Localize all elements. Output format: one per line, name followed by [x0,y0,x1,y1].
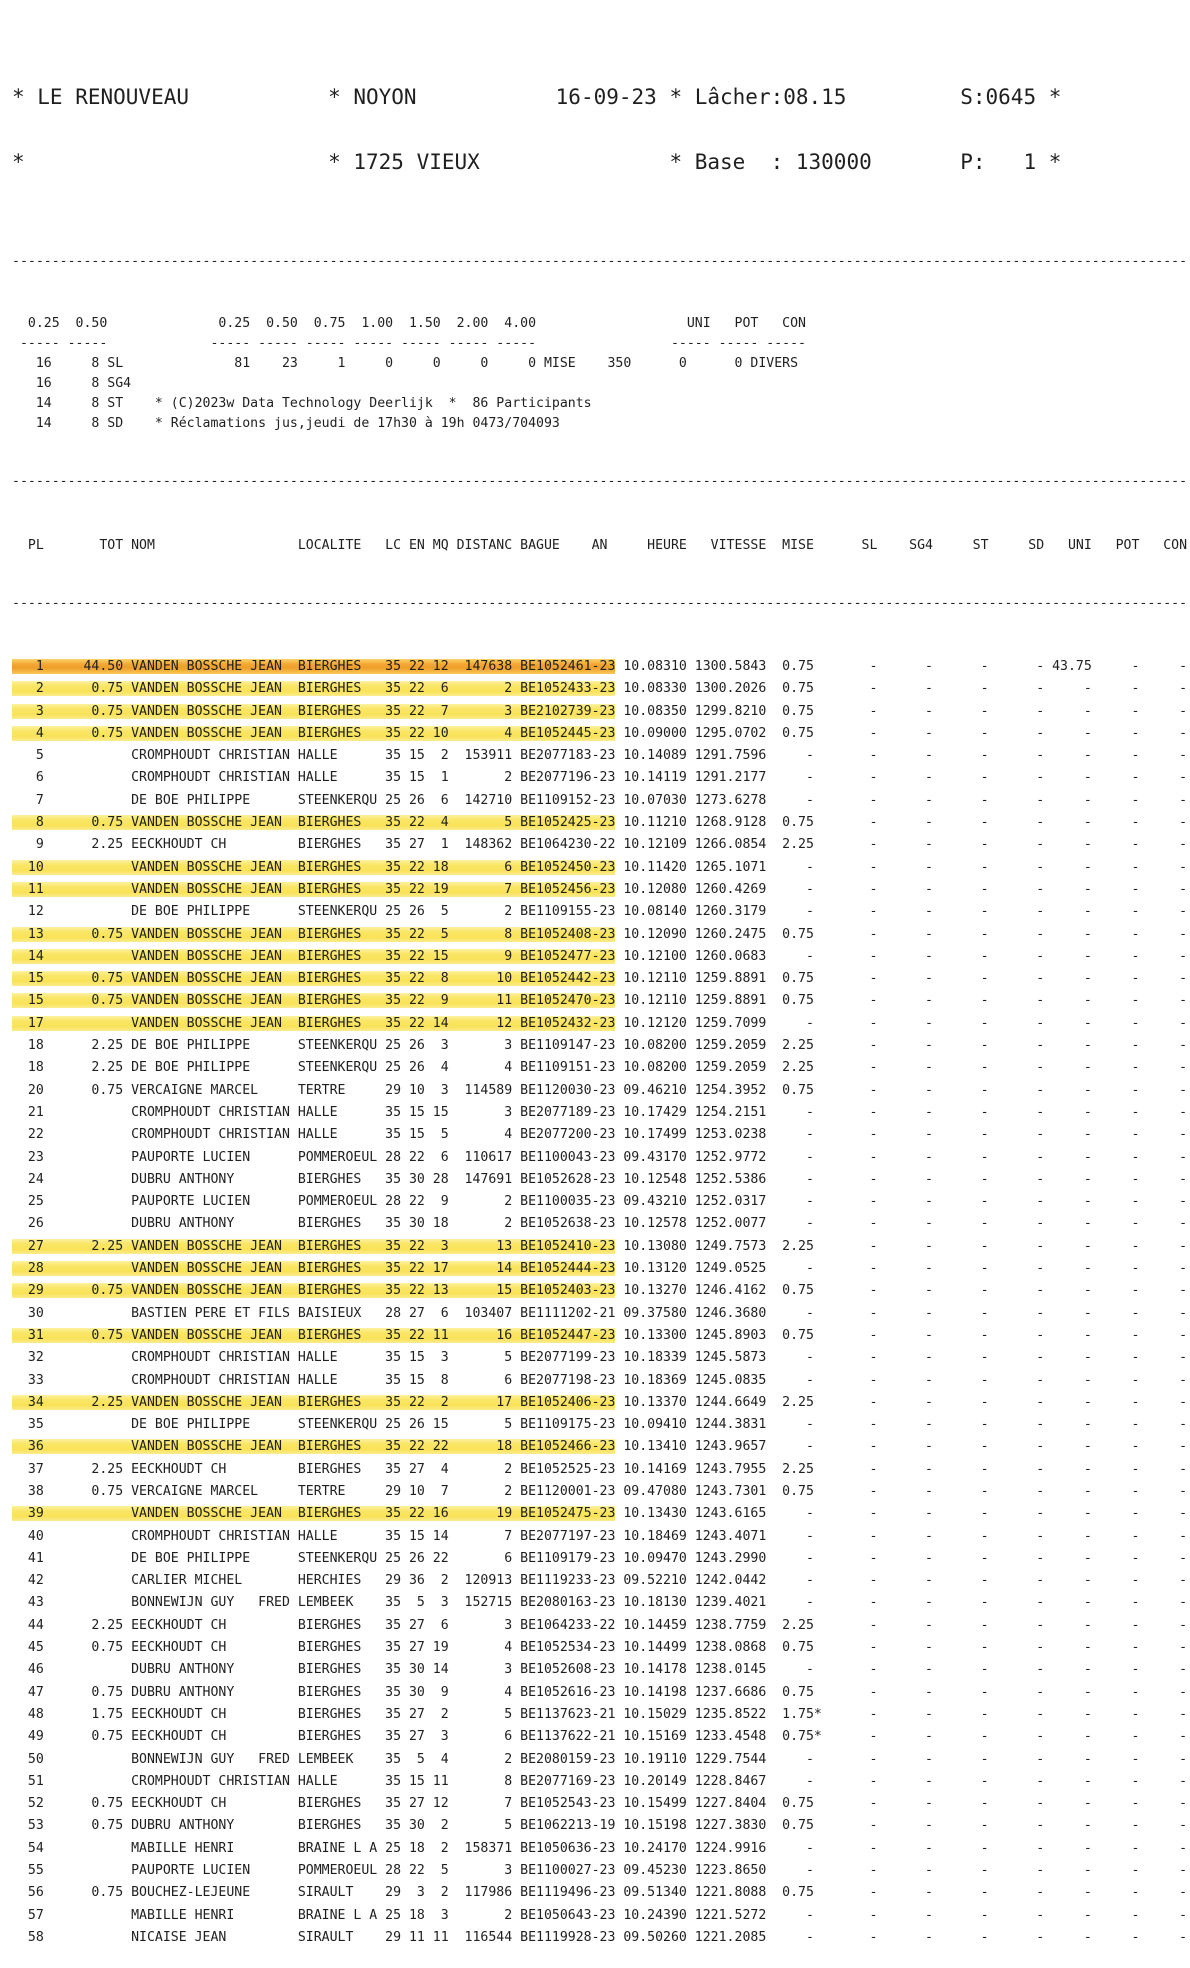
table-row: 6 CROMPHOUDT CHRISTIAN HALLE 35 15 1 2 BE2077196-23 10.14119 1291.2177 - - - - - - - - [12,770,1188,786]
table-row: 20 0.75 VERCAIGNE MARCEL TERTRE 29 10 3 114589 BE1120030-23 09.46210 1254.3952 0.75 - - - - - - - [12,1082,1188,1098]
table-row: 42 CARLIER MICHEL HERCHIES 29 36 2 120913 BE1119233-23 09.52210 1242.0442 - - - - - - - - [12,1573,1188,1589]
row-highlight-yellow: 28 VANDEN BOSSCHE JEAN BIERGHES 35 22 17 14 BE1052444-23 [12,1261,616,1277]
table-row [12,1258,1190,1280]
stakes-block [12,314,1190,434]
row-highlight-yellow: 36 VANDEN BOSSCHE JEAN BIERGHES 35 22 22 18 BE1052466-23 [12,1439,616,1455]
table-row: 18 2.25 DE BOE PHILIPPE STEENKERQU 25 26 3 3 BE1109147-23 10.08200 1259.2059 2.25 - - - - - - - [12,1038,1188,1054]
table-row: 24 DUBRU ANTHONY BIERGHES 35 30 28 147691 BE1052628-23 10.12548 1252.5386 - - - - - - - - [12,1171,1188,1187]
row-highlight-yellow: 15 0.75 VANDEN BOSSCHE JEAN BIERGHES 35 22 8 10 BE1052442-23 [12,971,616,987]
table-row: 25 PAUPORTE LUCIEN POMMEROEUL 28 22 9 2 BE1100035-23 09.43210 1252.0317 - - - - - - - - [12,1194,1188,1210]
row-highlight-yellow: 17 VANDEN BOSSCHE JEAN BIERGHES 35 22 14 12 BE1052432-23 [12,1015,616,1031]
row-right-columns: 10.12110 1259.8891 0.75 - - - - - - - [615,993,1188,1009]
row-right-columns: 10.11210 1268.9128 0.75 - - - - - - - [615,815,1188,831]
stakes-underline: ----- ----- ----- ----- ----- ----- ----- ----- ----- ----- ----- ----- [12,336,806,351]
table-row: 53 0.75 DUBRU ANTHONY BIERGHES 35 30 2 5 BE1062213-19 10.15198 1227.3830 0.75 - - - - - - - [12,1818,1188,1834]
row-right-columns: 10.09000 1295.0702 0.75 - - - - - - - [615,725,1188,741]
table-row: 51 CROMPHOUDT CHRISTIAN HALLE 35 15 11 8 BE2077169-23 10.20149 1228.8467 - - - - - - - - [12,1773,1188,1789]
row-highlight-yellow: 10 VANDEN BOSSCHE JEAN BIERGHES 35 22 18 6 BE1052450-23 [12,859,616,875]
row-right-columns: 10.12100 1260.0683 - - - - - - - - [615,948,1188,964]
table-row: 49 0.75 EECKHOUDT CH BIERGHES 35 27 3 6 BE1137622-21 10.15169 1233.4548 0.75* - - - - - - - [12,1729,1188,1745]
table-row [12,812,1190,834]
table-row: 41 DE BOE PHILIPPE STEENKERQU 25 26 22 6 BE1109179-23 10.09470 1243.2990 - - - - - - - - [12,1550,1188,1566]
table-row: 45 0.75 EECKHOUDT CH BIERGHES 35 27 19 4 BE1052534-23 10.14499 1238.0868 0.75 - - - - - - - [12,1640,1188,1656]
row-right-columns: 10.08350 1299.8210 0.75 - - - - - - - [615,703,1188,719]
table-row: 7 DE BOE PHILIPPE STEENKERQU 25 26 6 142710 BE1109152-23 10.07030 1273.6278 - - - - - - - - [12,792,1188,808]
row-highlight-yellow: 29 0.75 VANDEN BOSSCHE JEAN BIERGHES 35 22 13 15 BE1052403-23 [12,1283,616,1299]
table-row [12,1325,1190,1347]
row-right-columns: 10.13300 1245.8903 0.75 - - - - - - - [615,1327,1188,1343]
row-highlight-yellow: 8 0.75 VANDEN BOSSCHE JEAN BIERGHES 35 22 4 5 BE1052425-23 [12,815,616,831]
row-right-columns: 10.08330 1300.2026 0.75 - - - - - - - [615,681,1188,697]
table-row: 35 DE BOE PHILIPPE STEENKERQU 25 26 15 5 BE1109175-23 10.09410 1244.3831 - - - - - - - - [12,1417,1188,1433]
table-row: 54 MABILLE HENRI BRAINE L A 25 18 2 158371 BE1050636-23 10.24170 1224.9916 - - - - - - - - [12,1840,1188,1856]
table-row [12,1280,1190,1302]
table-row: 22 CROMPHOUDT CHRISTIAN HALLE 35 15 5 4 BE2077200-23 10.17499 1253.0238 - - - - - - - - [12,1127,1188,1143]
results-table [12,656,1190,1949]
table-row: 44 2.25 EECKHOUDT CH BIERGHES 35 27 6 3 BE1064233-22 10.14459 1238.7759 2.25 - - - - - - - [12,1617,1188,1633]
separator: ---------------------------------------------------------------------------------------------------------------------------------------------------- [12,596,1188,611]
table-row [12,857,1190,879]
table-row: 46 DUBRU ANTHONY BIERGHES 35 30 14 3 BE1052608-23 10.14178 1238.0145 - - - - - - - - [12,1662,1188,1678]
stakes-row-st: 14 8 ST * (C)2023w Data Technology Deerlijk * 86 Participants [12,396,592,411]
separator: ---------------------------------------------------------------------------------------------------------------------------------------------------- [12,254,1188,269]
table-row: 57 MABILLE HENRI BRAINE L A 25 18 3 2 BE1050643-23 10.24390 1221.5272 - - - - - - - - [12,1907,1188,1923]
table-row [12,924,1190,946]
row-right-columns: 10.12110 1259.8891 0.75 - - - - - - - [615,971,1188,987]
row-highlight-yellow: 14 VANDEN BOSSCHE JEAN BIERGHES 35 22 15 9 BE1052477-23 [12,948,616,964]
row-right-columns: 10.13430 1243.6165 - - - - - - - - [615,1506,1188,1522]
row-highlight-yellow: 4 0.75 VANDEN BOSSCHE JEAN BIERGHES 35 22 10 4 BE1052445-23 [12,725,616,741]
row-highlight-yellow: 2 0.75 VANDEN BOSSCHE JEAN BIERGHES 35 22 6 2 BE1052433-23 [12,681,616,697]
stakes-row-sg4: 16 8 SG4 [12,376,132,391]
row-highlight-yellow: 39 VANDEN BOSSCHE JEAN BIERGHES 35 22 16 19 BE1052475-23 [12,1506,616,1522]
row-highlight-orange: 1 44.50 VANDEN BOSSCHE JEAN BIERGHES 35 22 12 147638 BE1052461-23 [12,659,616,674]
stakes-labels: 0.25 0.50 0.25 0.50 0.75 1.00 1.50 2.00 4.00 UNI POT CON [12,316,806,331]
row-highlight-yellow: 15 0.75 VANDEN BOSSCHE JEAN BIERGHES 35 22 9 11 BE1052470-23 [12,993,616,1009]
table-row: 40 CROMPHOUDT CHRISTIAN HALLE 35 15 14 7 BE2077197-23 10.18469 1243.4071 - - - - - - - - [12,1528,1188,1544]
table-row: 23 PAUPORTE LUCIEN POMMEROEUL 28 22 6 110617 BE1100043-23 09.43170 1252.9772 - - - - - - - - [12,1149,1188,1165]
row-right-columns: 10.13370 1244.6649 2.25 - - - - - - - [615,1394,1188,1410]
results-column-header: PL TOT NOM LOCALITE LC EN MQ DISTANC BAGUE AN HEURE VITESSE MISE SL SG4 ST SD UNI POT CON [12,538,1188,553]
row-right-columns: 10.12120 1259.7099 - - - - - - - - [615,1015,1188,1031]
row-right-columns: 10.11420 1265.1071 - - - - - - - - [615,859,1188,875]
table-row: 48 1.75 EECKHOUDT CH BIERGHES 35 27 2 5 BE1137623-21 10.15029 1235.8522 1.75* - - - - - - - [12,1706,1188,1722]
row-right-columns: 10.12090 1260.2475 0.75 - - - - - - - [615,926,1188,942]
table-row: 50 BONNEWIJN GUY FRED LEMBEEK 35 5 4 2 BE2080159-23 10.19110 1229.7544 - - - - - - - - [12,1751,1188,1767]
separator: ---------------------------------------------------------------------------------------------------------------------------------------------------- [12,474,1188,489]
masthead-line-2: * * 1725 VIEUX * Base : 130000 P: 1 * [12,150,1062,174]
table-row: 30 BASTIEN PERE ET FILS BAISIEUX 28 27 6 103407 BE1111202-21 09.37580 1246.3680 - - - - - - - - [12,1305,1188,1321]
table-row [12,1236,1190,1258]
table-row: 56 0.75 BOUCHEZ-LEJEUNE SIRAULT 29 3 2 117986 BE1119496-23 09.51340 1221.8088 0.75 - - - - - - - [12,1885,1188,1901]
row-highlight-yellow: 27 2.25 VANDEN BOSSCHE JEAN BIERGHES 35 22 3 13 BE1052410-23 [12,1238,616,1254]
table-row [12,1436,1190,1458]
table-row [12,879,1190,901]
table-row [12,701,1190,723]
table-row: 21 CROMPHOUDT CHRISTIAN HALLE 35 15 15 3 BE2077189-23 10.17429 1254.2151 - - - - - - - - [12,1104,1188,1120]
table-row [12,723,1190,745]
row-right-columns: 10.08310 1300.5843 0.75 - - - - 43.75 - - [615,659,1188,674]
table-row: 32 CROMPHOUDT CHRISTIAN HALLE 35 15 3 5 BE2077199-23 10.18339 1245.5873 - - - - - - - - [12,1350,1188,1366]
masthead-line-1: * LE RENOUVEAU * NOYON 16-09-23 * Lâcher:08.15 S:0645 * [12,85,1062,109]
stakes-row-sd: 14 8 SD * Réclamations jus,jeudi de 17h30 à 19h 0473/704093 [12,416,560,431]
table-row [12,1013,1190,1035]
table-row: 58 NICAISE JEAN SIRAULT 29 11 11 116544 BE1119928-23 09.50260 1221.2085 - - - - - - - - [12,1929,1188,1945]
table-row [12,1503,1190,1525]
table-row: 12 DE BOE PHILIPPE STEENKERQU 25 26 5 2 BE1109155-23 10.08140 1260.3179 - - - - - - - - [12,904,1188,920]
row-highlight-yellow: 3 0.75 VANDEN BOSSCHE JEAN BIERGHES 35 22 7 3 BE2102739-23 [12,703,616,719]
table-row [12,1392,1190,1414]
table-row [12,946,1190,968]
row-highlight-yellow: 13 0.75 VANDEN BOSSCHE JEAN BIERGHES 35 22 5 8 BE1052408-23 [12,926,616,942]
table-row: 18 2.25 DE BOE PHILIPPE STEENKERQU 25 26 4 4 BE1109151-23 10.08200 1259.2059 2.25 - - - - - - - [12,1060,1188,1076]
table-row [12,656,1190,678]
table-row: 52 0.75 EECKHOUDT CH BIERGHES 35 27 12 7 BE1052543-23 10.15499 1227.8404 0.75 - - - - - - - [12,1796,1188,1812]
row-right-columns: 10.13120 1249.0525 - - - - - - - - [615,1261,1188,1277]
table-row: 47 0.75 DUBRU ANTHONY BIERGHES 35 30 9 4 BE1052616-23 10.14198 1237.6686 0.75 - - - - - - - [12,1684,1188,1700]
table-row: 55 PAUPORTE LUCIEN POMMEROEUL 28 22 5 3 BE1100027-23 09.45230 1223.8650 - - - - - - - - [12,1863,1188,1879]
table-row: 5 CROMPHOUDT CHRISTIAN HALLE 35 15 2 153911 BE2077183-23 10.14089 1291.7596 - - - - - - - - [12,748,1188,764]
table-row: 33 CROMPHOUDT CHRISTIAN HALLE 35 15 8 6 BE2077198-23 10.18369 1245.0835 - - - - - - - - [12,1372,1188,1388]
row-right-columns: 10.13410 1243.9657 - - - - - - - - [615,1439,1188,1455]
row-right-columns: 10.13270 1246.4162 0.75 - - - - - - - [615,1283,1188,1299]
masthead [12,46,1190,214]
table-row [12,990,1190,1012]
row-highlight-yellow: 11 VANDEN BOSSCHE JEAN BIERGHES 35 22 19 7 BE1052456-23 [12,881,616,897]
stakes-row-sl: 16 8 SL 81 23 1 0 0 0 0 MISE 350 0 0 DIVERS [12,356,799,371]
table-row: 43 BONNEWIJN GUY FRED LEMBEEK 35 5 3 152715 BE2080163-23 10.18130 1239.4021 - - - - - - - - [12,1595,1188,1611]
table-row: 26 DUBRU ANTHONY BIERGHES 35 30 18 2 BE1052638-23 10.12578 1252.0077 - - - - - - - - [12,1216,1188,1232]
row-right-columns: 10.12080 1260.4269 - - - - - - - - [615,881,1188,897]
table-row [12,968,1190,990]
row-highlight-yellow: 34 2.25 VANDEN BOSSCHE JEAN BIERGHES 35 22 2 17 BE1052406-23 [12,1394,616,1410]
table-row [12,678,1190,700]
table-row: 37 2.25 EECKHOUDT CH BIERGHES 35 27 4 2 BE1052525-23 10.14169 1243.7955 2.25 - - - - - - - [12,1461,1188,1477]
row-highlight-yellow: 31 0.75 VANDEN BOSSCHE JEAN BIERGHES 35 22 11 16 BE1052447-23 [12,1327,616,1343]
table-row: 9 2.25 EECKHOUDT CH BIERGHES 35 27 1 148362 BE1064230-22 10.12109 1266.0854 2.25 - - - - - - - [12,837,1188,853]
table-row: 38 0.75 VERCAIGNE MARCEL TERTRE 29 10 7 2 BE1120001-23 09.47080 1243.7301 0.75 - - - - - - - [12,1483,1188,1499]
row-right-columns: 10.13080 1249.7573 2.25 - - - - - - - [615,1238,1188,1254]
